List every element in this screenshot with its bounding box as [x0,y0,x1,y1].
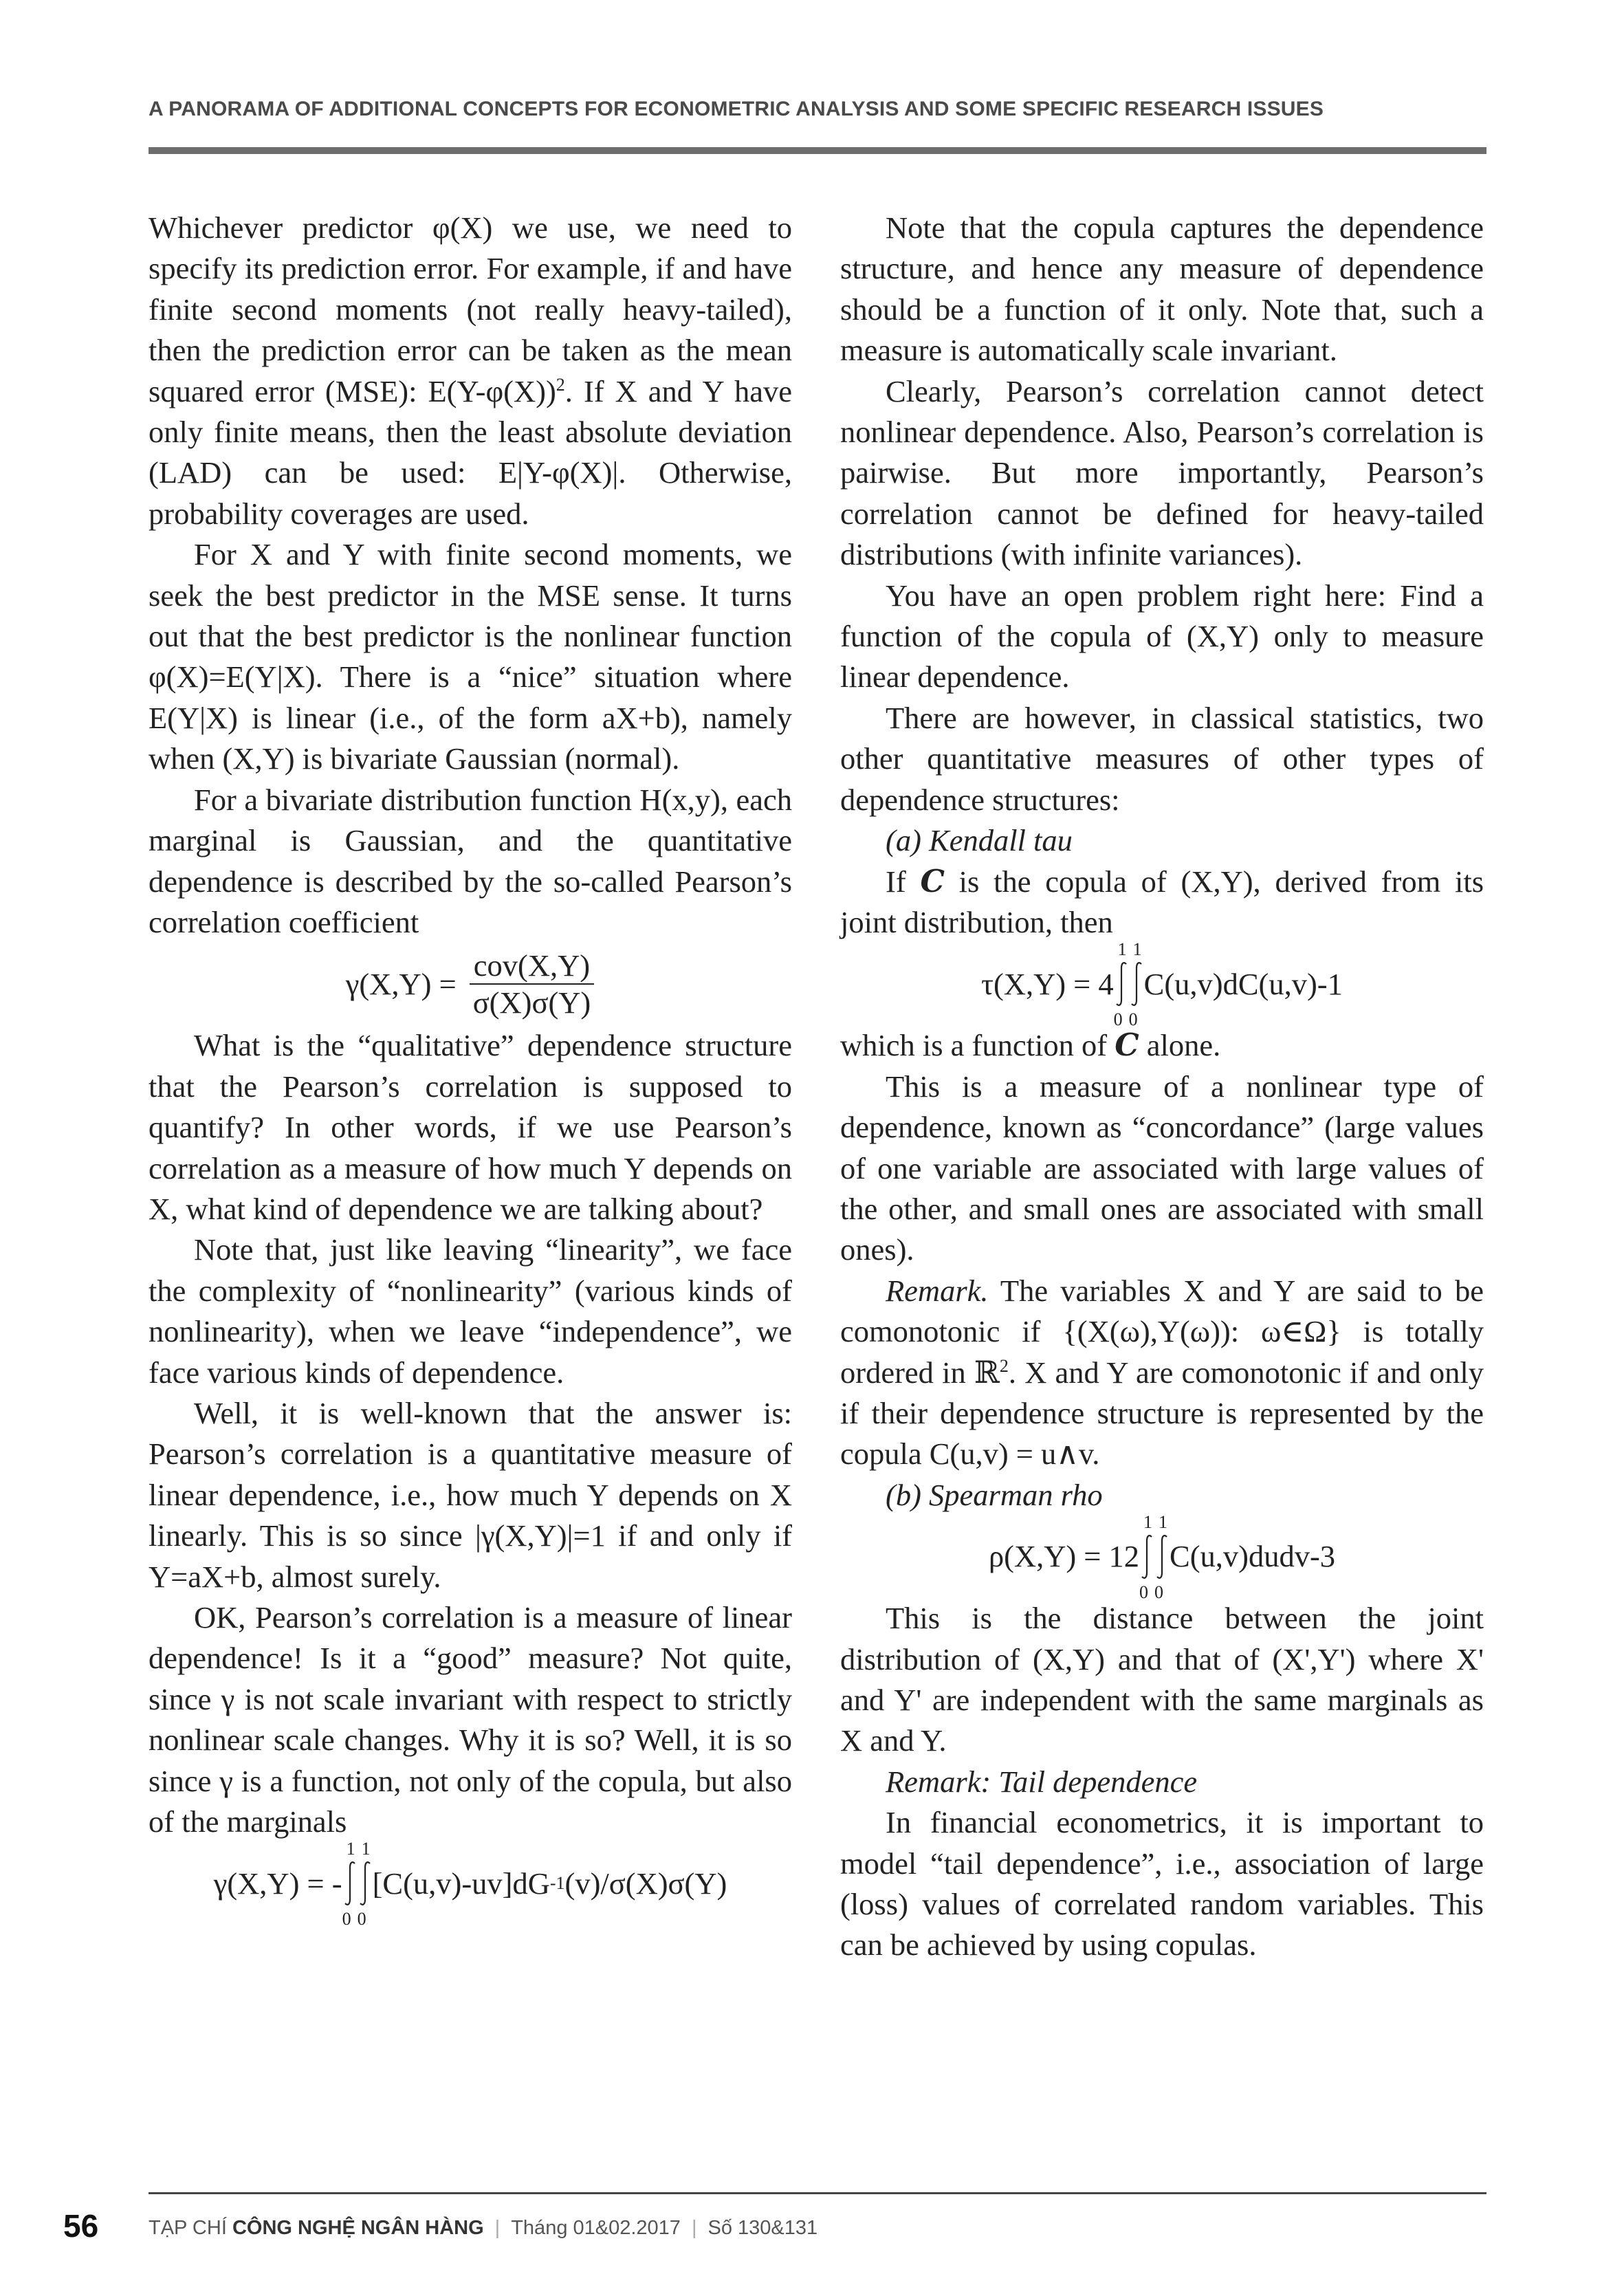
issue-number: Số 130&131 [707,2217,818,2239]
integral-sign: 1 0 [1154,1512,1168,1603]
integral-sign: 1 0 [342,1839,355,1929]
page-number: 56 [63,2208,99,2244]
running-title: A PANORAMA OF ADDITIONAL CONCEPTS FOR ECONOMETRIC ANALYSIS AND SOME SPECIFIC RESEARCH ISSUES [149,98,1324,120]
paragraph: Note that the copula captures the dependence structure, and hence any measure of dependence should be a function of it only. Note that, such a measure is automatically scale invariant. [840,210,1484,368]
integral-sign: 1 0 [357,1839,371,1929]
paragraph: Note that, just like leaving “linearity”, we face the complexity of “nonlinearity” (various kinds of nonlinearity), when we leave “independence”, we face various kinds of dependence. [149,1232,792,1390]
paragraph-remark: Remark. The variables X and Y are said to be comonotonic if {(X(ω),Y(ω)): ω∈Ω} is totally ordered in ℝ$^2$. X and Y are comonotonic if and only if their dependence structure is represented by the copula C(u,v) = u∧v. [840,1273,1484,1472]
left-column [149,208,792,1929]
formula-spearman-rho: ρ(X,Y) = 12 1 0 1 0 C(u,v)dudv-3 [988,1512,1336,1603]
footer-separator: | [494,2217,501,2239]
formula-kendall-tau: τ(X,Y) = 4 1 0 1 0 C(u,v)dC(u,v)-1 [981,939,1343,1030]
issue-date: Tháng 01&02.2017 [511,2217,681,2239]
paragraph: which is a function of C alone. [840,1027,1221,1064]
integral-sign: 1 0 [1113,939,1127,1030]
header-rule [149,147,1486,154]
footer-journal-info [149,2217,818,2240]
footer-rule [149,2192,1486,2194]
paragraph: OK, Pearson’s correlation is a measure of linear dependence! Is it a “good” measure? Not quite, since γ is not scale invariant with respect to strictly nonlinear scale changes. Why it is so? Well, it is so since γ is a function, not only of the copula, but also of the marginals [149,1600,792,1839]
paragraph: Whichever predictor φ(X) we use, we need to specify its prediction error. For example, if and have finite second moments (not really heavy-tailed), then the prediction error can be taken as the mean squared error (MSE): $E(Y-\varphi(X))^2$. If X and Y have only finite means, then the least absolute deviation (LAD) can be used: E|Y-φ(X)|. Otherwise, probability coverages are used. [149,210,792,531]
paragraph: You have an open problem right here: Find a function of the copula of (X,Y) only to measure linear dependence. [840,578,1484,695]
paragraph: For a bivariate distribution function H(x,y), each marginal is Gaussian, and the quantitative dependence is described by the so-called Pearson’s correlation coefficient [149,782,792,939]
subheading-kendall: (a) Kendall tau [886,823,1073,858]
subheading-tail-dependence: Remark: Tail dependence [886,1764,1198,1799]
formula-gamma-copula: γ(X,Y) = - 1 0 1 0 [C(u,v)-uv]dG -1 (v)/σ(X)σ(Y) [213,1839,727,1929]
paragraph: This is a measure of a nonlinear type of dependence, known as “concordance” (large values of one variable are associated with large values of the other, and small ones are associated with small ones). [840,1069,1484,1267]
paragraph: In financial econometrics, it is important to model “tail dependence”, i.e., association of large (loss) values of correlated random variables. This can be achieved by using copulas. [840,1805,1484,1963]
paragraph: Well, it is well-known that the answer is: Pearson’s correlation is a quantitative measure of linear dependence, i.e., how much Y depends on X linearly. This is so since |γ(X,Y)|=1 if and only if Y=aX+b, almost surely. [149,1395,792,1594]
footer-separator: | [691,2217,697,2239]
paragraph: If C is the copula of (X,Y), derived from its joint distribution, then [840,863,1484,939]
paragraph: There are however, in classical statistics, two other quantitative measures of other types of dependence structures: [840,700,1484,817]
right-column [840,208,1484,1966]
subheading-spearman: (b) Spearman rho [886,1477,1103,1512]
paragraph: Clearly, Pearson’s correlation cannot detect nonlinear dependence. Also, Pearson’s correlation is pairwise. But more importantly, Pearson’s correlation cannot be defined for heavy-tailed distributions (with infinite variances). [840,373,1484,572]
paragraph: This is the distance between the joint distribution of (X,Y) and that of (X',Y') where X' and Y' are independent with the same marginals as X and Y. [840,1601,1484,1758]
paragraph: For X and Y with finite second moments, we seek the best predictor in the MSE sense. It turns out that the best predictor is the nonlinear function φ(X)=E(Y|X). There is a “nice” situation where E(Y|X) is linear (i.e., of the form aX+b), namely when (X,Y) is bivariate Gaussian (normal). [149,537,792,776]
journal-prefix: TẠP CHÍ [149,2217,232,2239]
formula-pearson: γ(X,Y) = $\frac{\text{cov(X,Y)}}{\sigma(X)\sigma(Y)}$ [149,943,792,1025]
paragraph: What is the “qualitative” dependence structure that the Pearson’s correlation is supposed to quantify? In other words, if we use Pearson’s correlation as a measure of how much Y depends on X, what kind of dependence we are talking about? [149,1028,792,1226]
integral-sign: 1 0 [1128,939,1142,1030]
journal-name: CÔNG NGHỆ NGÂN HÀNG [232,2217,484,2239]
integral-sign: 1 0 [1139,1512,1153,1603]
